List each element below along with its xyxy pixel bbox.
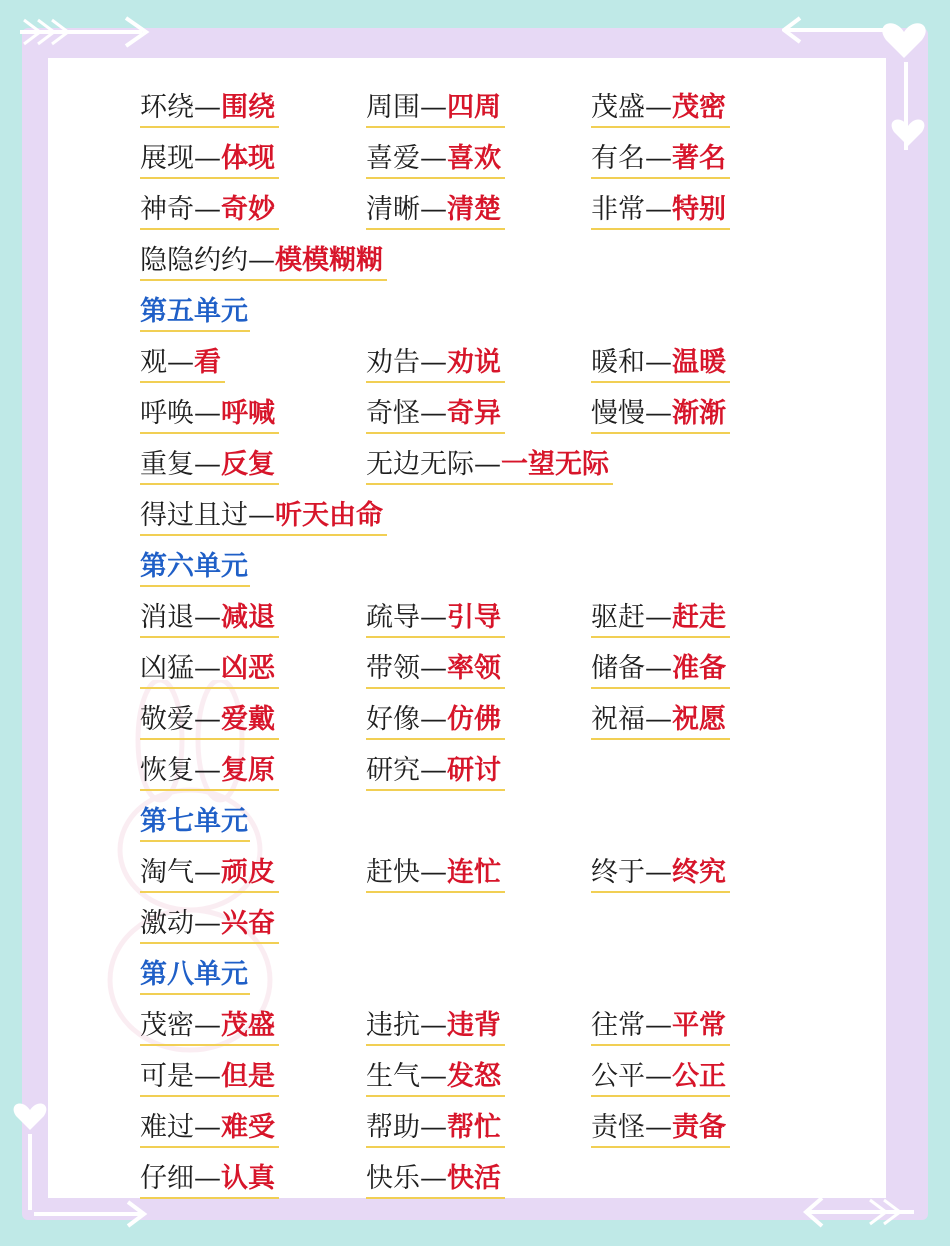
word: 慢慢 [591, 398, 645, 429]
word: 帮助 [366, 1112, 420, 1143]
synonym: 喜欢 [447, 143, 501, 174]
word: 消退 [140, 602, 194, 633]
synonym: 平常 [672, 1010, 726, 1041]
unit-heading: 第六单元 [140, 549, 250, 587]
synonym: 听天由命 [275, 500, 383, 531]
synonym-pair [591, 600, 730, 638]
dash: — [194, 194, 221, 225]
dash: — [194, 1061, 221, 1092]
dash: — [194, 1010, 221, 1041]
dash: — [645, 347, 672, 378]
synonym: 难受 [221, 1112, 275, 1143]
synonym-row [140, 492, 880, 543]
word: 终于 [591, 857, 645, 888]
dash: — [248, 245, 275, 276]
word: 周围 [366, 92, 420, 123]
dash: — [194, 92, 221, 123]
word: 储备 [591, 653, 645, 684]
synonym-pair [591, 1110, 730, 1148]
word: 带领 [366, 653, 420, 684]
synonym-pair [591, 141, 730, 179]
synonym: 公正 [672, 1061, 726, 1092]
synonym: 清楚 [447, 194, 501, 225]
synonym-pair [591, 1008, 730, 1046]
synonym: 反复 [221, 449, 275, 480]
synonym: 复原 [221, 755, 275, 786]
unit-heading-row [140, 543, 880, 594]
dash: — [420, 704, 447, 735]
dash: — [645, 1061, 672, 1092]
synonym-list [140, 84, 880, 1206]
synonym: 凶恶 [221, 653, 275, 684]
word: 得过且过 [140, 500, 248, 531]
synonym-pair [366, 90, 505, 128]
synonym: 赶走 [672, 602, 726, 633]
word: 奇怪 [366, 398, 420, 429]
word: 往常 [591, 1010, 645, 1041]
dash: — [420, 857, 447, 888]
dash: — [420, 347, 447, 378]
word: 呼唤 [140, 398, 194, 429]
word: 清晰 [366, 194, 420, 225]
synonym: 奇妙 [221, 194, 275, 225]
synonym-row [140, 1155, 880, 1206]
word: 暖和 [591, 347, 645, 378]
word: 有名 [591, 143, 645, 174]
arrow-decoration-top-left [14, 10, 154, 54]
dash: — [194, 398, 221, 429]
synonym-pair [140, 396, 279, 434]
synonym-row [140, 84, 880, 135]
word: 喜爱 [366, 143, 420, 174]
dash: — [645, 143, 672, 174]
synonym: 发怒 [447, 1061, 501, 1092]
unit-heading-row [140, 288, 880, 339]
synonym: 茂盛 [221, 1010, 275, 1041]
synonym-row [140, 186, 880, 237]
word: 快乐 [366, 1163, 420, 1194]
synonym-pair [366, 651, 505, 689]
synonym-pair [140, 192, 279, 230]
synonym-pair [140, 600, 279, 638]
dash: — [194, 857, 221, 888]
word: 重复 [140, 449, 194, 480]
dash: — [248, 500, 275, 531]
word: 赶快 [366, 857, 420, 888]
dash: — [194, 653, 221, 684]
word: 敬爱 [140, 704, 194, 735]
synonym: 帮忙 [447, 1112, 501, 1143]
synonym-pair [591, 855, 730, 893]
dash: — [194, 908, 221, 939]
word: 激动 [140, 908, 194, 939]
synonym: 责备 [672, 1112, 726, 1143]
dash: — [420, 1112, 447, 1143]
synonym: 围绕 [221, 92, 275, 123]
synonym-pair [366, 447, 613, 485]
synonym-pair [366, 141, 505, 179]
word: 仔细 [140, 1163, 194, 1194]
synonym: 奇异 [447, 398, 501, 429]
synonym: 连忙 [447, 857, 501, 888]
synonym-pair [366, 1008, 505, 1046]
dash: — [420, 398, 447, 429]
word: 生气 [366, 1061, 420, 1092]
synonym: 著名 [672, 143, 726, 174]
synonym: 违背 [447, 1010, 501, 1041]
synonym-pair [366, 702, 505, 740]
dash: — [645, 704, 672, 735]
word: 驱赶 [591, 602, 645, 633]
synonym: 特别 [672, 194, 726, 225]
synonym-row [140, 1002, 880, 1053]
unit-heading-row [140, 798, 880, 849]
synonym-pair [140, 498, 387, 536]
synonym: 准备 [672, 653, 726, 684]
synonym-pair [591, 651, 730, 689]
word: 观 [140, 347, 167, 378]
synonym: 渐渐 [672, 398, 726, 429]
synonym-pair [140, 447, 279, 485]
word: 好像 [366, 704, 420, 735]
synonym: 祝愿 [672, 704, 726, 735]
synonym-pair [366, 1059, 505, 1097]
synonym: 认真 [221, 1163, 275, 1194]
word: 疏导 [366, 602, 420, 633]
word: 隐隐约约 [140, 245, 248, 276]
dash: — [194, 449, 221, 480]
word: 难过 [140, 1112, 194, 1143]
synonym-row [140, 900, 880, 951]
word: 公平 [591, 1061, 645, 1092]
dash: — [420, 143, 447, 174]
synonym-pair [591, 90, 730, 128]
dash: — [645, 194, 672, 225]
synonym: 顽皮 [221, 857, 275, 888]
word: 责怪 [591, 1112, 645, 1143]
synonym-pair [140, 141, 279, 179]
synonym: 体现 [221, 143, 275, 174]
synonym: 终究 [672, 857, 726, 888]
synonym: 爱戴 [221, 704, 275, 735]
synonym-pair [591, 396, 730, 434]
synonym: 兴奋 [221, 908, 275, 939]
synonym-pair [140, 90, 279, 128]
synonym-pair [140, 1110, 279, 1148]
word: 违抗 [366, 1010, 420, 1041]
synonym-pair [366, 1110, 505, 1148]
dash: — [420, 194, 447, 225]
word: 劝告 [366, 347, 420, 378]
synonym-pair [591, 1059, 730, 1097]
synonym-pair [591, 345, 730, 383]
synonym-pair [140, 1161, 279, 1199]
dash: — [645, 857, 672, 888]
word: 非常 [591, 194, 645, 225]
dash: — [474, 449, 501, 480]
dash: — [645, 653, 672, 684]
synonym-row [140, 849, 880, 900]
synonym-row [140, 645, 880, 696]
dash: — [420, 755, 447, 786]
word: 无边无际 [366, 449, 474, 480]
dash: — [194, 1112, 221, 1143]
synonym: 温暖 [672, 347, 726, 378]
word: 神奇 [140, 194, 194, 225]
dash: — [420, 1163, 447, 1194]
unit-heading-row [140, 951, 880, 1002]
synonym-pair [366, 753, 505, 791]
synonym-pair [591, 192, 730, 230]
synonym-pair [366, 345, 505, 383]
synonym-pair [366, 855, 505, 893]
synonym-row [140, 1053, 880, 1104]
dash: — [194, 602, 221, 633]
synonym-row [140, 594, 880, 645]
synonym-pair [366, 1161, 505, 1199]
synonym: 研讨 [447, 755, 501, 786]
dash: — [420, 1061, 447, 1092]
synonym: 一望无际 [501, 449, 609, 480]
dash: — [420, 602, 447, 633]
word: 淘气 [140, 857, 194, 888]
word: 茂密 [140, 1010, 194, 1041]
synonym-pair [140, 855, 279, 893]
dash: — [645, 602, 672, 633]
unit-heading: 第七单元 [140, 804, 250, 842]
synonym-pair [140, 243, 387, 281]
synonym: 快活 [447, 1163, 501, 1194]
dash: — [194, 755, 221, 786]
synonym-pair [366, 192, 505, 230]
synonym-row [140, 237, 880, 288]
word: 恢复 [140, 755, 194, 786]
dash: — [645, 1010, 672, 1041]
synonym-row [140, 339, 880, 390]
dash: — [420, 1010, 447, 1041]
dash: — [194, 704, 221, 735]
synonym-pair [366, 600, 505, 638]
dash: — [420, 653, 447, 684]
word: 茂盛 [591, 92, 645, 123]
synonym-row [140, 441, 880, 492]
synonym-pair [140, 345, 225, 383]
synonym-row [140, 696, 880, 747]
synonym-row [140, 747, 880, 798]
synonym: 四周 [447, 92, 501, 123]
word: 研究 [366, 755, 420, 786]
synonym-row [140, 135, 880, 186]
synonym-row [140, 390, 880, 441]
synonym: 劝说 [447, 347, 501, 378]
synonym: 引导 [447, 602, 501, 633]
word: 凶猛 [140, 653, 194, 684]
dash: — [194, 1163, 221, 1194]
dash: — [167, 347, 194, 378]
word: 环绕 [140, 92, 194, 123]
synonym: 茂密 [672, 92, 726, 123]
word: 祝福 [591, 704, 645, 735]
synonym: 但是 [221, 1061, 275, 1092]
dash: — [645, 92, 672, 123]
synonym: 仿佛 [447, 704, 501, 735]
synonym-pair [140, 702, 279, 740]
synonym-pair [140, 753, 279, 791]
dash: — [194, 143, 221, 174]
synonym: 呼喊 [221, 398, 275, 429]
synonym-pair [591, 702, 730, 740]
unit-heading: 第八单元 [140, 957, 250, 995]
word: 可是 [140, 1061, 194, 1092]
dash: — [645, 398, 672, 429]
synonym-pair [366, 396, 505, 434]
unit-heading: 第五单元 [140, 294, 250, 332]
synonym: 看 [194, 347, 221, 378]
synonym: 模模糊糊 [275, 245, 383, 276]
dash: — [420, 92, 447, 123]
synonym: 率领 [447, 653, 501, 684]
synonym-pair [140, 651, 279, 689]
synonym-pair [140, 1059, 279, 1097]
synonym: 减退 [221, 602, 275, 633]
synonym-row [140, 1104, 880, 1155]
word: 展现 [140, 143, 194, 174]
dash: — [645, 1112, 672, 1143]
synonym-pair [140, 1008, 279, 1046]
synonym-pair [140, 906, 279, 944]
